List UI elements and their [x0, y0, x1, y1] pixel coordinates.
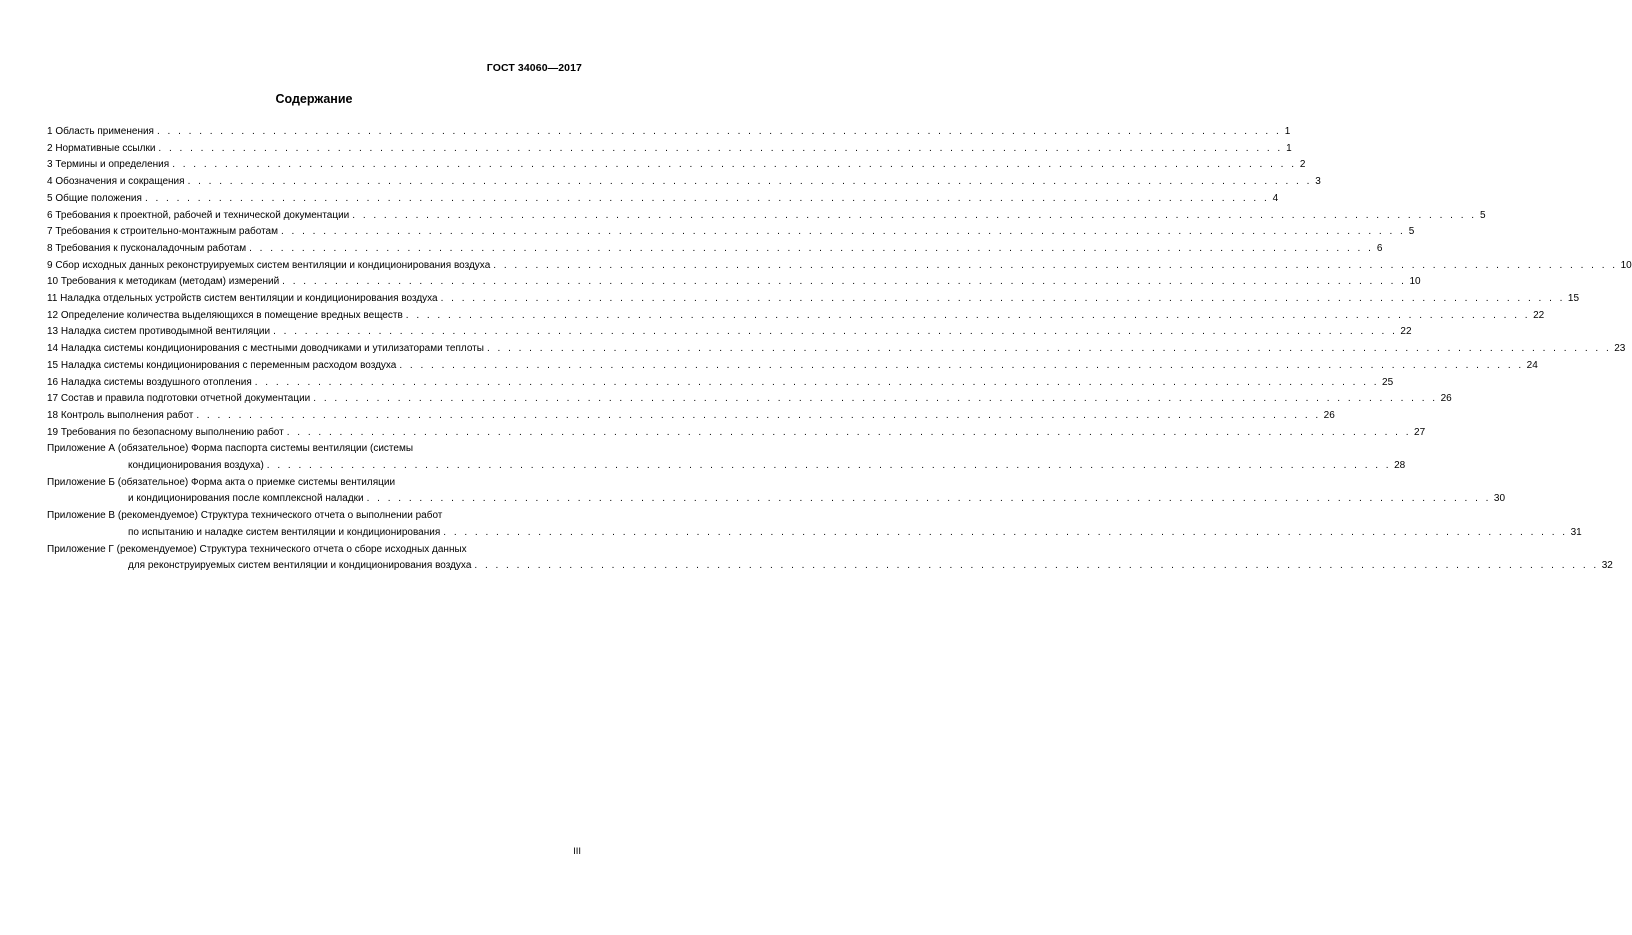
toc-entry-title: 12 Определение количества выделяющихся в помещение вредных веществ	[47, 309, 403, 321]
toc-entry-page: 24	[1526, 359, 1538, 371]
toc-entry-page: 26	[1440, 393, 1452, 405]
toc-entry-page: 10	[1409, 276, 1421, 288]
toc-entry[interactable]	[47, 157, 1306, 174]
toc-entry[interactable]	[47, 308, 1545, 325]
leader-dots: . . . . . . . . . . . . . . . . . . . . . . . . . . . . . . . . . . . . . . . . . . . . . . . . . . . . . . . . . . . . . . . . . . . . . . . . . . . . . . . . . . . . . . . . . . . . . . . . . . . . . . . . . . .	[156, 126, 1282, 137]
appendix-line-1: Приложение Б (обязательное) Форма акта о приемке системы вентиляции	[47, 476, 396, 488]
appendix-line-2: кондиционирования воздуха)	[128, 460, 264, 472]
toc-entry[interactable]	[47, 274, 1421, 291]
toc-entry-title: 14 Наладка системы кондиционирования с местными доводчиками и утилизаторами теплоты	[47, 343, 484, 355]
appendix-line-1: Приложение Г (рекомендуемое) Структура технического отчета о сборе исходных данных	[47, 543, 467, 555]
toc-entry-title: 2 Нормативные ссылки	[47, 142, 156, 154]
toc-entry[interactable]	[47, 291, 1580, 308]
appendix-line-2: по испытанию и наладке систем вентиляции и кондиционирования	[128, 526, 441, 538]
toc-entry-title: 10 Требования к методикам (методам) измерений	[47, 276, 280, 288]
toc-entry-title: 18 Контроль выполнения работ	[47, 409, 194, 421]
page-number: III	[573, 846, 581, 857]
toc-entry-page: 27	[1414, 426, 1426, 438]
toc-entry-page: 5	[1480, 209, 1486, 221]
toc-entry[interactable]	[47, 375, 1394, 392]
toc-entry-title: 11 Наладка отдельных устройств систем вентиляции и кондиционирования воздуха	[47, 293, 438, 305]
toc-entry[interactable]	[47, 224, 1415, 241]
toc-entry-page: 6	[1376, 242, 1383, 254]
toc-appendix-entry[interactable]	[47, 441, 1406, 474]
toc-entry[interactable]	[47, 191, 1279, 208]
leader-dots: . . . . . . . . . . . . . . . . . . . . . . . . . . . . . . . . . . . . . . . . . . . . . . . . . . . . . . . . . . . . . . . . . . . . . . . . . . . . . . . . . . . . . . . . . . . . . . . . . . . . . . . . . . .	[352, 209, 1477, 221]
leader-dots: . . . . . . . . . . . . . . . . . . . . . . . . . . . . . . . . . . . . . . . . . . . . . . . . . . . . . . . . . . . . . . . . . . . . . . . . . . . . . . . . . . . . . . . . . . . . . . . . . . . . . . . . . . .	[493, 259, 1618, 271]
toc-entry-title: 1 Область применения	[47, 126, 154, 137]
toc-entry[interactable]	[47, 425, 1426, 442]
leader-dots: . . . . . . . . . . . . . . . . . . . . . . . . . . . . . . . . . . . . . . . . . . . . . . . . . . . . . . . . . . . . . . . . . . . . . . . . . . . . . . . . . . . . . . . . . . . . . . . . . . . . . . . . . . .	[172, 159, 1297, 171]
toc-entry-title: 5 Общие положения	[47, 192, 142, 204]
toc-entry[interactable]	[47, 241, 1383, 258]
table-of-contents	[47, 124, 1632, 575]
toc-entry-page: 10	[1620, 259, 1632, 271]
leader-dots: . . . . . . . . . . . . . . . . . . . . . . . . . . . . . . . . . . . . . . . . . . . . . . . . . . . . . . . . . . . . . . . . . . . . . . . . . . . . . . . . . . . . . . . . . . . . . . . . . . . . . . . . . . .	[366, 493, 1491, 505]
toc-entry-page: 30	[1493, 493, 1506, 505]
appendix-line-1: Приложение В (рекомендуемое) Структура технического отчета о выполнении работ	[47, 510, 443, 522]
toc-entry[interactable]	[47, 358, 1538, 375]
toc-entry[interactable]	[47, 391, 1452, 408]
toc-entry[interactable]	[47, 341, 1626, 358]
toc-entry-page: 23	[1614, 343, 1626, 355]
toc-entry[interactable]	[47, 208, 1486, 225]
leader-dots: . . . . . . . . . . . . . . . . . . . . . . . . . . . . . . . . . . . . . . . . . . . . . . . . . . . . . . . . . . . . . . . . . . . . . . . . . . . . . . . . . . . . . . . . . . . . . . . . . . . . . . . . . . .	[249, 242, 1374, 254]
toc-entry-page: 1	[1284, 126, 1291, 137]
leader-dots: . . . . . . . . . . . . . . . . . . . . . . . . . . . . . . . . . . . . . . . . . . . . . . . . . . . . . . . . . . . . . . . . . . . . . . . . . . . . . . . . . . . . . . . . . . . . . . . . . . . . . . . . . . .	[273, 326, 1398, 338]
toc-entry-page: 5	[1408, 226, 1415, 238]
toc-entry-page: 15	[1567, 293, 1580, 305]
toc-entry-title: 7 Требования к строительно-монтажным работам	[47, 226, 278, 238]
toc-appendix-entry[interactable]	[47, 542, 1613, 575]
leader-dots: . . . . . . . . . . . . . . . . . . . . . . . . . . . . . . . . . . . . . . . . . . . . . . . . . . . . . . . . . . . . . . . . . . . . . . . . . . . . . . . . . . . . . . . . . . . . . . . . . . . . . . . . . . .	[187, 176, 1312, 188]
toc-appendix-entry[interactable]	[47, 475, 1506, 508]
toc-appendix-entry[interactable]	[47, 508, 1582, 541]
leader-dots: . . . . . . . . . . . . . . . . . . . . . . . . . . . . . . . . . . . . . . . . . . . . . . . . . . . . . . . . . . . . . . . . . . . . . . . . . . . . . . . . . . . . . . . . . . . . . . . . . . . . . . . . . . .	[144, 192, 1270, 204]
toc-entry-title: 13 Наладка систем противодымной вентиляции	[47, 326, 271, 338]
toc-entry-page: 2	[1299, 159, 1306, 171]
toc-entry[interactable]	[47, 141, 1292, 158]
appendix-line-2: для реконструируемых систем вентиляции и кондиционирования воздуха	[128, 560, 472, 572]
page-title: Содержание	[275, 92, 353, 106]
leader-dots: . . . . . . . . . . . . . . . . . . . . . . . . . . . . . . . . . . . . . . . . . . . . . . . . . . . . . . . . . . . . . . . . . . . . . . . . . . . . . . . . . . . . . . . . . . . . . . . . . . . . . . . . . . .	[443, 526, 1568, 538]
leader-dots: . . . . . . . . . . . . . . . . . . . . . . . . . . . . . . . . . . . . . . . . . . . . . . . . . . . . . . . . . . . . . . . . . . . . . . . . . . . . . . . . . . . . . . . . . . . . . . . . . . . . . . . . . . .	[486, 343, 1612, 355]
leader-dots: . . . . . . . . . . . . . . . . . . . . . . . . . . . . . . . . . . . . . . . . . . . . . . . . . . . . . . . . . . . . . . . . . . . . . . . . . . . . . . . . . . . . . . . . . . . . . . . . . . . . . . . . . . .	[474, 560, 1599, 572]
leader-dots: . . . . . . . . . . . . . . . . . . . . . . . . . . . . . . . . . . . . . . . . . . . . . . . . . . . . . . . . . . . . . . . . . . . . . . . . . . . . . . . . . . . . . . . . . . . . . . . . . . . . . . . . . . .	[266, 460, 1392, 472]
appendix-line-1: Приложение А (обязательное) Форма паспорта системы вентиляции (системы	[47, 443, 414, 455]
toc-entry-page: 31	[1570, 526, 1582, 538]
toc-entry[interactable]	[47, 408, 1335, 425]
toc-entry-page: 22	[1400, 326, 1412, 338]
leader-dots: . . . . . . . . . . . . . . . . . . . . . . . . . . . . . . . . . . . . . . . . . . . . . . . . . . . . . . . . . . . . . . . . . . . . . . . . . . . . . . . . . . . . . . . . . . . . . . . . . . . . . . . . . . .	[254, 376, 1380, 388]
leader-dots: . . . . . . . . . . . . . . . . . . . . . . . . . . . . . . . . . . . . . . . . . . . . . . . . . . . . . . . . . . . . . . . . . . . . . . . . . . . . . . . . . . . . . . . . . . . . . . . . . . . . . . . . . . .	[282, 276, 1407, 288]
toc-entry-title: 15 Наладка системы кондиционирования с переменным расходом воздуха	[47, 359, 397, 371]
toc-entry-page: 28	[1394, 460, 1406, 472]
leader-dots: . . . . . . . . . . . . . . . . . . . . . . . . . . . . . . . . . . . . . . . . . . . . . . . . . . . . . . . . . . . . . . . . . . . . . . . . . . . . . . . . . . . . . . . . . . . . . . . . . . . . . . . . . . .	[405, 309, 1531, 321]
leader-dots: . . . . . . . . . . . . . . . . . . . . . . . . . . . . . . . . . . . . . . . . . . . . . . . . . . . . . . . . . . . . . . . . . . . . . . . . . . . . . . . . . . . . . . . . . . . . . . . . . . . . . . . . . . .	[158, 142, 1283, 154]
toc-entry-page: 1	[1286, 142, 1292, 154]
leader-dots: . . . . . . . . . . . . . . . . . . . . . . . . . . . . . . . . . . . . . . . . . . . . . . . . . . . . . . . . . . . . . . . . . . . . . . . . . . . . . . . . . . . . . . . . . . . . . . . . . . . . . . . . . . .	[399, 359, 1524, 371]
toc-entry-title: 17 Состав и правила подготовки отчетной документации	[47, 393, 311, 405]
toc-entry[interactable]	[47, 258, 1632, 275]
toc-entry-title: 3 Термины и определения	[47, 159, 170, 171]
toc-entry[interactable]	[47, 124, 1291, 141]
appendix-line-2: и кондиционирования после комплексной наладки	[128, 493, 364, 505]
toc-entry-page: 32	[1601, 560, 1613, 572]
toc-entry[interactable]	[47, 324, 1412, 341]
toc-entry-title: 8 Требования к пусконаладочным работам	[47, 242, 247, 254]
toc-entry-title: 4 Обозначения и сокращения	[47, 176, 185, 188]
toc-entry-page: 22	[1533, 309, 1545, 321]
toc-entry[interactable]	[47, 174, 1321, 191]
toc-entry-title: 6 Требования к проектной, рабочей и технической документации	[47, 209, 350, 221]
leader-dots: . . . . . . . . . . . . . . . . . . . . . . . . . . . . . . . . . . . . . . . . . . . . . . . . . . . . . . . . . . . . . . . . . . . . . . . . . . . . . . . . . . . . . . . . . . . . . . . . . . . . . . . . . . .	[286, 426, 1412, 438]
toc-entry-title: 16 Наладка системы воздушного отопления	[47, 376, 252, 388]
leader-dots: . . . . . . . . . . . . . . . . . . . . . . . . . . . . . . . . . . . . . . . . . . . . . . . . . . . . . . . . . . . . . . . . . . . . . . . . . . . . . . . . . . . . . . . . . . . . . . . . . . . . . . . . . . .	[281, 226, 1406, 238]
leader-dots: . . . . . . . . . . . . . . . . . . . . . . . . . . . . . . . . . . . . . . . . . . . . . . . . . . . . . . . . . . . . . . . . . . . . . . . . . . . . . . . . . . . . . . . . . . . . . . . . . . . . . . . . . . .	[440, 293, 1565, 305]
toc-entry-page: 4	[1272, 192, 1279, 204]
toc-entry-page: 25	[1382, 376, 1394, 388]
toc-entry-title: 9 Сбор исходных данных реконструируемых систем вентиляции и кондиционирования воздуха	[47, 259, 491, 271]
document-code: ГОСТ 34060—2017	[486, 62, 582, 74]
leader-dots: . . . . . . . . . . . . . . . . . . . . . . . . . . . . . . . . . . . . . . . . . . . . . . . . . . . . . . . . . . . . . . . . . . . . . . . . . . . . . . . . . . . . . . . . . . . . . . . . . . . . . . . . . . .	[313, 393, 1438, 405]
leader-dots: . . . . . . . . . . . . . . . . . . . . . . . . . . . . . . . . . . . . . . . . . . . . . . . . . . . . . . . . . . . . . . . . . . . . . . . . . . . . . . . . . . . . . . . . . . . . . . . . . . . . . . . . . . .	[196, 409, 1321, 421]
toc-entry-title: 19 Требования по безопасному выполнению работ	[47, 426, 284, 438]
toc-entry-page: 3	[1315, 176, 1321, 188]
toc-entry-page: 26	[1323, 409, 1335, 421]
